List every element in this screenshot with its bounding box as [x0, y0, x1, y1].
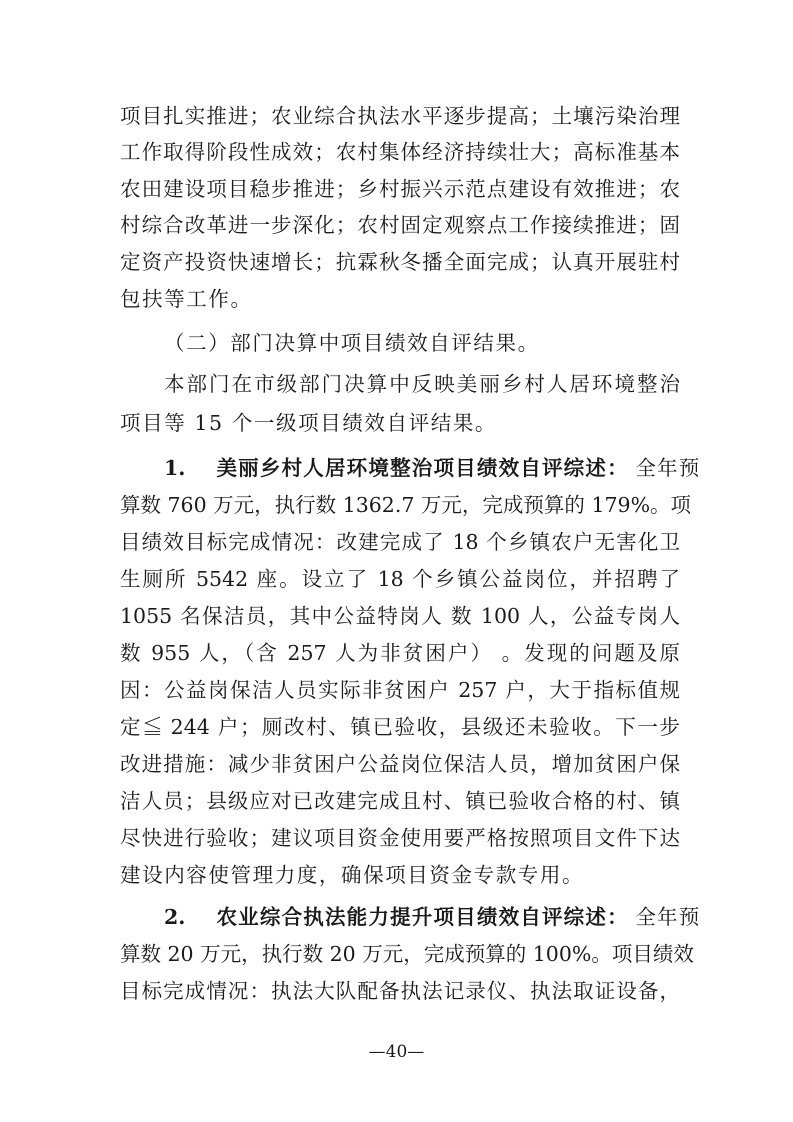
item-2-title: 农业综合执法能力提升项目绩效自评综述：: [216, 905, 629, 929]
body-text-line: 数 955 人，（含 257 人为非贫困户） 。发现的问题及原: [120, 641, 680, 665]
item-2-first-line: [164, 899, 701, 935]
item-1-first-line: [164, 450, 701, 486]
body-text-line: 算数 760 万元，执行数 1362.7 万元，完成预算的 179%。项: [120, 493, 692, 517]
item-1-first-line-rest: 全年预: [635, 456, 701, 480]
page-number: —40—: [368, 1042, 425, 1062]
body-text-line: 算数 20 万元，执行数 20 万元，完成预算的 100%。项目绩效: [120, 942, 694, 966]
body-text-line: 建设内容使管理力度，确保项目资金专款专用。: [120, 863, 585, 887]
body-text-line: 目标完成情况：执法大队配备执法记录仪、执法取证设备，: [120, 979, 680, 1003]
body-text-line: 目绩效目标完成情况：改建完成了 18 个乡镇农户无害化卫: [120, 530, 680, 554]
body-text-line: 因：公益岗保洁人员实际非贫困户 257 户，大于指标值规: [120, 678, 680, 702]
item-2-number: 2.: [164, 905, 186, 929]
body-text-line: 包扶等工作。: [120, 287, 253, 311]
body-text-line: 村综合改革进一步深化；农村固定观察点工作接续推进；固: [120, 213, 680, 237]
body-text-line: 尽快进行验收；建议项目资金使用要严格按照项目文件下达: [120, 826, 680, 850]
section-heading: （二）部门决算中项目绩效自评结果。: [164, 331, 540, 355]
item-1-number: 1.: [164, 456, 186, 480]
body-text-line: 项目扎实推进；农业综合执法水平逐步提高；土壤污染治理: [120, 104, 680, 128]
body-text-line: 生厕所 5542 座。设立了 18 个乡镇公益岗位，并招聘了: [120, 567, 680, 591]
body-text-line: 工作取得阶段性成效；农村集体经济持续壮大；高标准基本: [120, 140, 680, 164]
body-text-line: 本部门在市级部门决算中反映美丽乡村人居环境整治: [164, 372, 680, 396]
body-text-line: 定资产投资快速增长；抗霖秋冬播全面完成；认真开展驻村: [120, 250, 680, 274]
body-text-line: 农田建设项目稳步推进；乡村振兴示范点建设有效推进；农: [120, 177, 680, 201]
body-text-line: 1055 名保洁员，其中公益特岗人 数 100 人，公益专岗人: [120, 604, 680, 628]
item-1-title: 美丽乡村人居环境整治项目绩效自评综述：: [216, 456, 629, 480]
body-text-line: 项目等 15 个一级项目绩效自评结果。: [120, 411, 498, 435]
item-2-first-line-rest: 全年预: [635, 905, 701, 929]
body-text-line: 改进措施：减少非贫困户公益岗位保洁人员，增加贫困户保: [120, 752, 680, 776]
body-text-line: 定≦ 244 户；厕改村、镇已验收，县级还未验收。下一步: [120, 715, 680, 739]
body-text-line: 洁人员；县级应对已改建完成且村、镇已验收合格的村、镇: [120, 789, 680, 813]
